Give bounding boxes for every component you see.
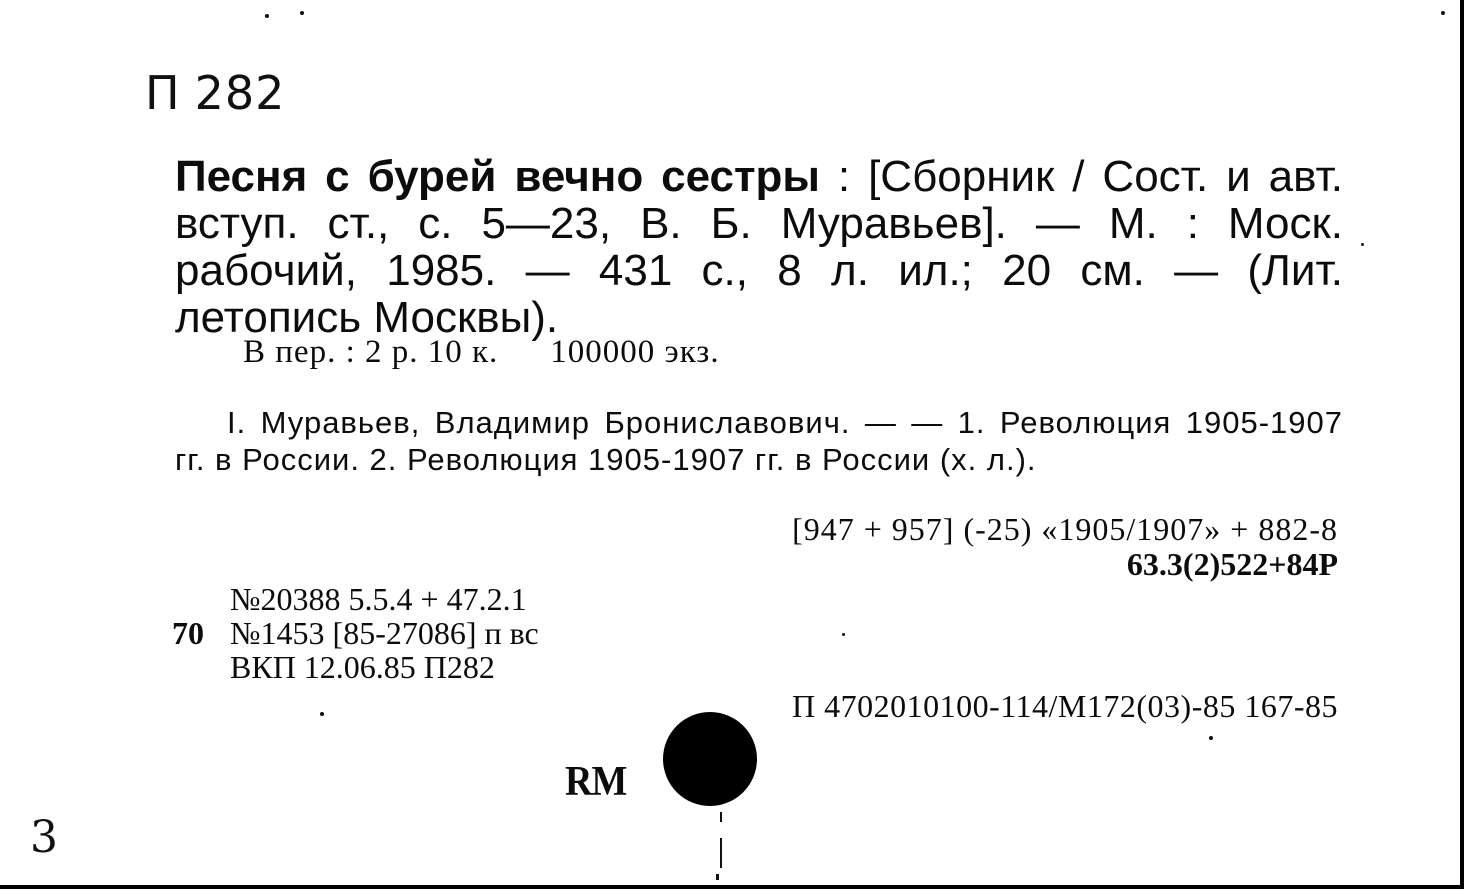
speck [1361, 243, 1364, 246]
speck [842, 633, 845, 636]
tech-line-3: ВКП 12.06.85 П282 [230, 649, 495, 685]
print-run: 100000 экз. [550, 334, 720, 370]
shelf-mark [145, 66, 285, 120]
punch-hole [663, 712, 757, 806]
udc-index: [947 + 957] (-25) «1905/1907» + 882-8 [792, 511, 1338, 547]
speck [320, 712, 324, 716]
rod-mark [720, 838, 722, 868]
tech-line-1: №20388 5.5.4 + 47.2.1 [230, 581, 527, 617]
entry-body: : [Сборник / Сост. и авт. вступ. ст., с. 5—23, В. Б. Муравьев]. — М. : Моск. рабочий, 1985. — 431 с., 8 л. ил.; 20 см. — (Лит. летопись Москвы). [175, 152, 1343, 342]
bibliographic-entry [175, 153, 1343, 341]
technical-block [172, 582, 539, 684]
binding-price: В пер. : 2 р. 10 к. [243, 334, 499, 370]
subject-tracing [175, 404, 1343, 478]
corner-mark: 3 [30, 812, 58, 863]
tracing-text: I. Муравьев, Владимир Брониславович. — — 1. Революция 1905-1907 гг. в России. 2. Революция 1905-1907 гг. в России (х. л.). [175, 405, 1343, 477]
publisher-index: П 4702010100-114/М172(03)-85 167-85 [791, 688, 1338, 724]
rod-mark [720, 812, 722, 822]
entry-title: Песня с бурей вечно сестры [175, 152, 820, 201]
speck [300, 11, 304, 15]
shelf-mark-letter: П [145, 66, 181, 120]
tech-line-2: №1453 [85-27086] п вс [230, 615, 539, 651]
bbk-index: 63.3(2)522+84Р [1126, 546, 1338, 582]
shelf-mark-number: 282 [194, 66, 286, 120]
library-stamp: RM [565, 758, 627, 806]
rod-mark [716, 874, 719, 880]
speck [265, 14, 269, 18]
speck [1209, 736, 1213, 740]
tech-lead-number: 70 [172, 615, 204, 651]
speck [1441, 11, 1445, 15]
price-line [243, 334, 720, 371]
